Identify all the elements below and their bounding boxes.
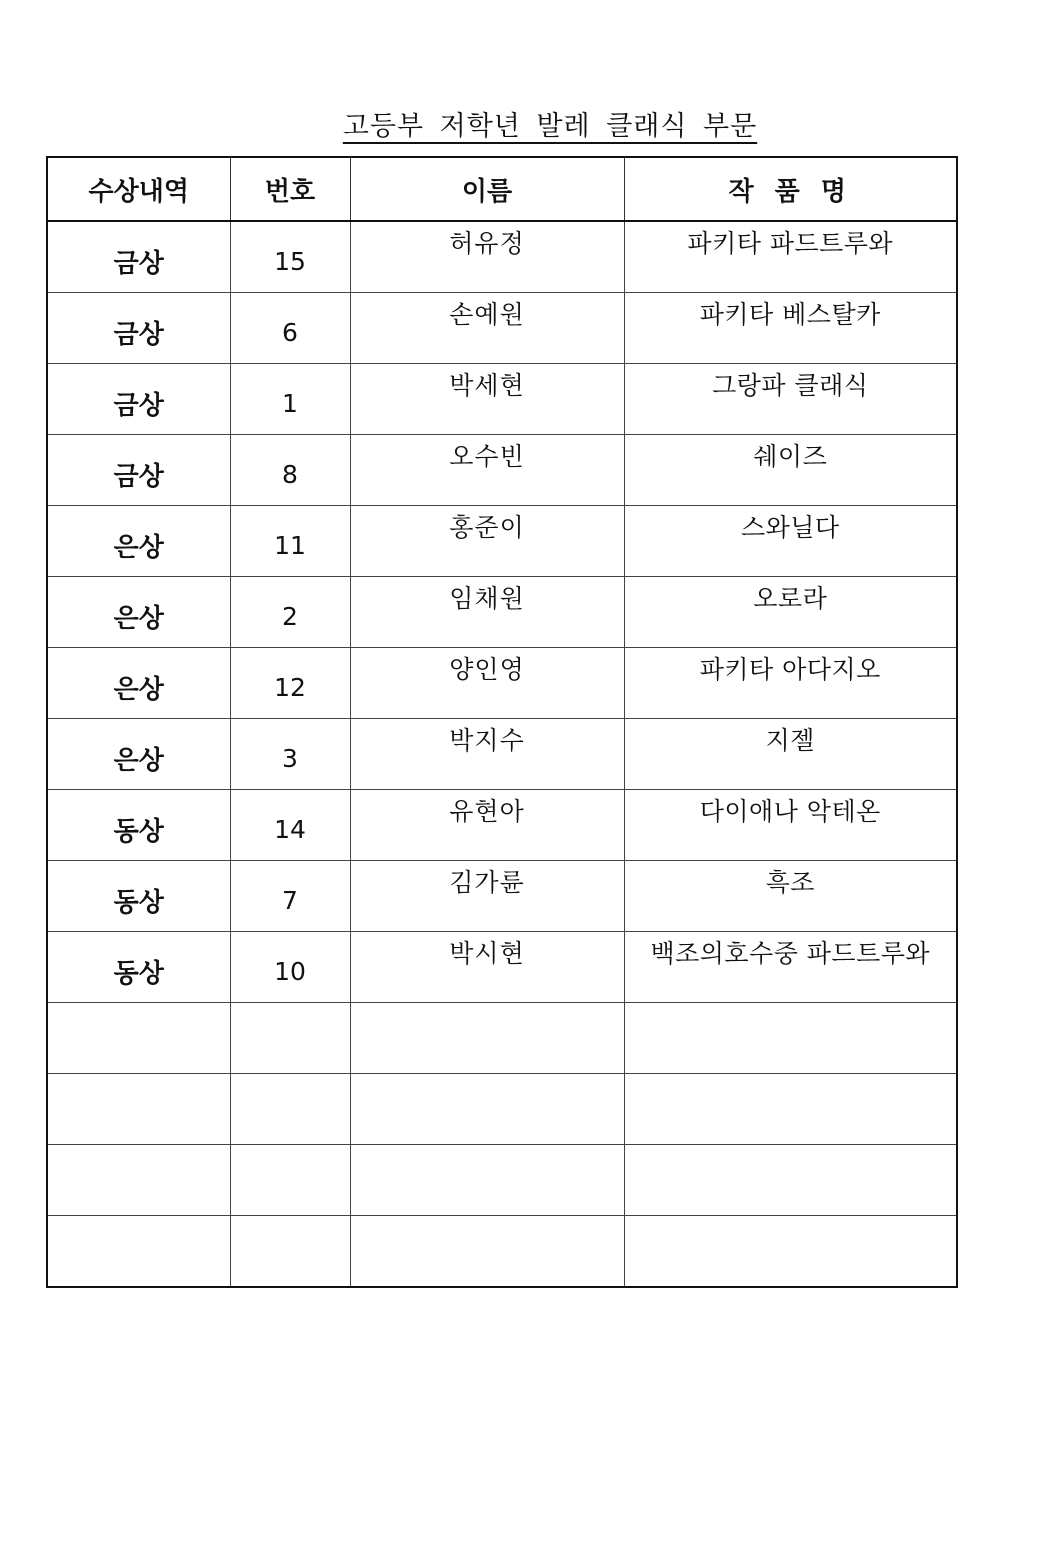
table-row — [47, 648, 957, 719]
work-cell: 백조의호수중 파드트루와 — [624, 932, 957, 1003]
name-cell — [350, 1003, 624, 1074]
award-cell: 은상 — [47, 648, 230, 719]
award-cell: 은상 — [47, 577, 230, 648]
number-cell — [230, 1003, 350, 1074]
name-cell: 임채원 — [350, 577, 624, 648]
table-row-empty — [47, 1003, 957, 1074]
name-cell: 손예원 — [350, 293, 624, 364]
number-cell: 7 — [230, 861, 350, 932]
number-cell — [230, 1074, 350, 1145]
name-cell: 오수빈 — [350, 435, 624, 506]
number-cell: 12 — [230, 648, 350, 719]
work-cell — [624, 1216, 957, 1288]
award-cell: 은상 — [47, 719, 230, 790]
name-cell: 김가륜 — [350, 861, 624, 932]
header-name: 이름 — [350, 157, 624, 221]
table-row-empty — [47, 1216, 957, 1288]
header-number: 번호 — [230, 157, 350, 221]
award-cell: 은상 — [47, 506, 230, 577]
number-cell: 3 — [230, 719, 350, 790]
work-cell: 다이애나 악테온 — [624, 790, 957, 861]
award-cell: 동상 — [47, 861, 230, 932]
work-cell: 지젤 — [624, 719, 957, 790]
number-cell: 8 — [230, 435, 350, 506]
work-cell: 흑조 — [624, 861, 957, 932]
number-cell: 6 — [230, 293, 350, 364]
number-cell — [230, 1216, 350, 1288]
work-cell: 파키타 아다지오 — [624, 648, 957, 719]
number-cell: 10 — [230, 932, 350, 1003]
work-cell — [624, 1074, 957, 1145]
number-cell: 1 — [230, 364, 350, 435]
work-cell: 오로라 — [624, 577, 957, 648]
header-work: 작 품 명 — [624, 157, 957, 221]
award-cell: 금상 — [47, 435, 230, 506]
table-row-empty — [47, 1145, 957, 1216]
table-row — [47, 506, 957, 577]
table-row — [47, 790, 957, 861]
award-cell: 동상 — [47, 932, 230, 1003]
award-cell: 동상 — [47, 790, 230, 861]
work-cell: 쉐이즈 — [624, 435, 957, 506]
award-cell: 금상 — [47, 364, 230, 435]
table-row — [47, 293, 957, 364]
work-cell: 파키타 베스탈카 — [624, 293, 957, 364]
table-row — [47, 221, 957, 293]
table-row — [47, 364, 957, 435]
award-cell — [47, 1145, 230, 1216]
name-cell — [350, 1145, 624, 1216]
table-row — [47, 719, 957, 790]
table-row — [47, 435, 957, 506]
name-cell — [350, 1216, 624, 1288]
work-cell: 스와닐다 — [624, 506, 957, 577]
number-cell: 15 — [230, 221, 350, 293]
table-row — [47, 861, 957, 932]
number-cell: 2 — [230, 577, 350, 648]
results-table — [46, 156, 958, 1288]
table-row — [47, 577, 957, 648]
number-cell: 11 — [230, 506, 350, 577]
name-cell: 박시현 — [350, 932, 624, 1003]
name-cell: 유현아 — [350, 790, 624, 861]
number-cell: 14 — [230, 790, 350, 861]
award-cell: 금상 — [47, 221, 230, 293]
name-cell: 박지수 — [350, 719, 624, 790]
name-cell: 양인영 — [350, 648, 624, 719]
page-title: 고등부 저학년 발레 클래식 부문 — [342, 111, 758, 142]
table-header-row — [47, 157, 957, 221]
name-cell: 홍준이 — [350, 506, 624, 577]
name-cell: 허유정 — [350, 221, 624, 293]
table-row — [47, 932, 957, 1003]
work-cell — [624, 1003, 957, 1074]
number-cell — [230, 1145, 350, 1216]
table-row-empty — [47, 1074, 957, 1145]
award-cell: 금상 — [47, 293, 230, 364]
work-cell: 파키타 파드트루와 — [624, 221, 957, 293]
award-cell — [47, 1216, 230, 1288]
header-award: 수상내역 — [47, 157, 230, 221]
award-cell — [47, 1003, 230, 1074]
work-cell: 그랑파 클래식 — [624, 364, 957, 435]
name-cell: 박세현 — [350, 364, 624, 435]
work-cell — [624, 1145, 957, 1216]
award-cell — [47, 1074, 230, 1145]
name-cell — [350, 1074, 624, 1145]
